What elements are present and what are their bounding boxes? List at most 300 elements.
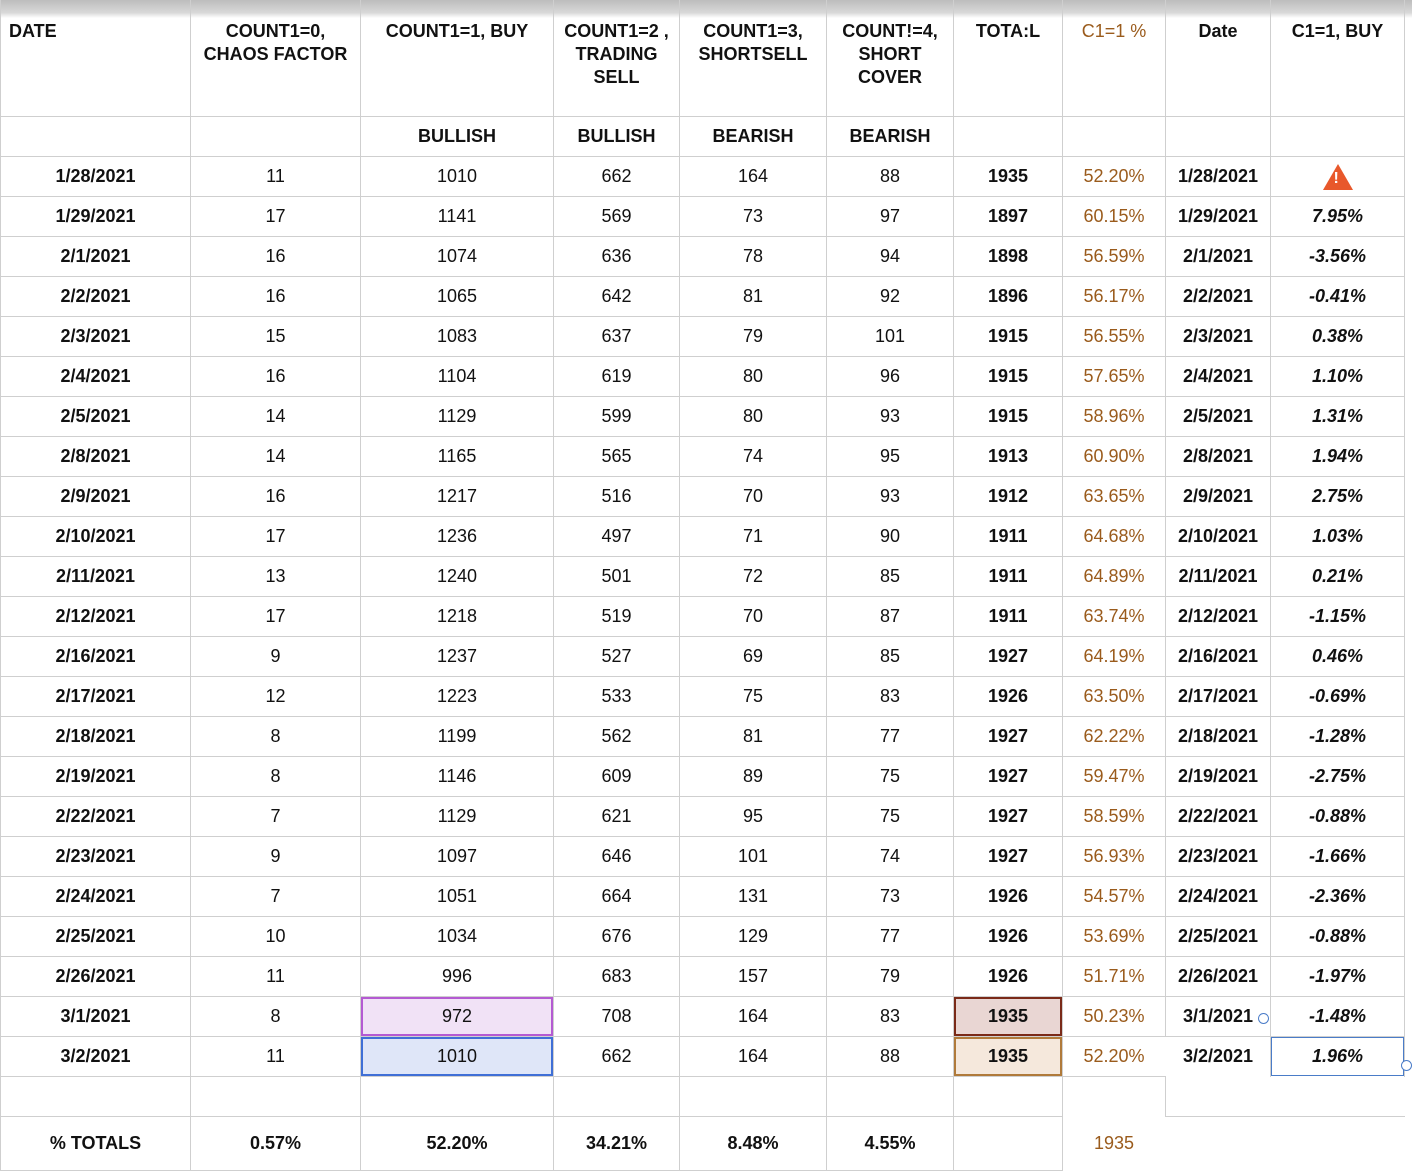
cell-count0[interactable]: 13: [191, 557, 361, 597]
subheader-count1[interactable]: BULLISH: [361, 117, 554, 157]
cell-change[interactable]: -0.41%: [1271, 277, 1405, 317]
cell-count1[interactable]: 1051: [361, 877, 554, 917]
cell-pct[interactable]: 56.55%: [1063, 317, 1166, 357]
cell-total[interactable]: 1927: [954, 637, 1063, 677]
header-count4[interactable]: COUNT!=4, SHORT COVER: [827, 0, 954, 117]
totals-c2[interactable]: 34.21%: [554, 1117, 680, 1171]
cell-count4[interactable]: 92: [827, 277, 954, 317]
cell-change[interactable]: 1.10%: [1271, 357, 1405, 397]
subheader-empty[interactable]: [1271, 117, 1405, 157]
totals-c4[interactable]: 4.55%: [827, 1117, 954, 1171]
cell-pct[interactable]: 59.47%: [1063, 757, 1166, 797]
cell-count4[interactable]: 77: [827, 917, 954, 957]
subheader-row: [1, 117, 1405, 157]
cell-count4[interactable]: 87: [827, 597, 954, 637]
header-count1[interactable]: COUNT1=1, BUY: [361, 0, 554, 117]
cell-count2[interactable]: 662: [554, 157, 680, 197]
table-row: [1, 557, 1405, 597]
cell-count1[interactable]: 1237: [361, 637, 554, 677]
cell-date[interactable]: 2/11/2021: [1, 557, 191, 597]
cell-change[interactable]: [1271, 157, 1405, 197]
cell-date2[interactable]: 2/9/2021: [1166, 477, 1271, 517]
cell-count2[interactable]: 519: [554, 597, 680, 637]
table-row: [1, 717, 1405, 757]
subheader-count3[interactable]: BEARISH: [680, 117, 827, 157]
cell-change[interactable]: 0.38%: [1271, 317, 1405, 357]
empty-cell[interactable]: [1063, 1077, 1166, 1117]
empty-cell[interactable]: [827, 1077, 954, 1117]
table-row: [1, 317, 1405, 357]
cell-count1[interactable]: 1146: [361, 757, 554, 797]
cell-date2[interactable]: 2/3/2021: [1166, 317, 1271, 357]
cell-count4[interactable]: 97: [827, 197, 954, 237]
cell-count1[interactable]: 1010: [361, 1037, 554, 1077]
totals-c3[interactable]: 8.48%: [680, 1117, 827, 1171]
cell-count0[interactable]: 16: [191, 237, 361, 277]
cell-count3[interactable]: 164: [680, 997, 827, 1037]
cell-count4[interactable]: 88: [827, 1037, 954, 1077]
cell-count4[interactable]: 95: [827, 437, 954, 477]
cell-total[interactable]: 1913: [954, 437, 1063, 477]
empty-cell[interactable]: [1, 1077, 191, 1117]
cell-count4[interactable]: 75: [827, 757, 954, 797]
header-date[interactable]: DATE: [1, 0, 191, 117]
cell-change[interactable]: 1.94%: [1271, 437, 1405, 477]
cell-date2[interactable]: 3/1/2021: [1166, 997, 1271, 1037]
cell-date[interactable]: 2/16/2021: [1, 637, 191, 677]
table-row: [1, 797, 1405, 837]
totals-c1[interactable]: 52.20%: [361, 1117, 554, 1171]
cell-total[interactable]: 1927: [954, 837, 1063, 877]
cell-count1[interactable]: 1104: [361, 357, 554, 397]
cell-count1[interactable]: 1083: [361, 317, 554, 357]
cell-count3[interactable]: 70: [680, 597, 827, 637]
cell-count2[interactable]: 646: [554, 837, 680, 877]
cell-count3[interactable]: 129: [680, 917, 827, 957]
selection-handle-bottom-right[interactable]: [1401, 1060, 1412, 1071]
cell-count1[interactable]: 1223: [361, 677, 554, 717]
empty-cell[interactable]: [680, 1077, 827, 1117]
cell-count0[interactable]: 8: [191, 997, 361, 1037]
subheader-count2[interactable]: BULLISH: [554, 117, 680, 157]
subheader-count4[interactable]: BEARISH: [827, 117, 954, 157]
cell-count3[interactable]: 74: [680, 437, 827, 477]
table-row: [1, 197, 1405, 237]
cell-change[interactable]: -1.97%: [1271, 957, 1405, 997]
cell-count2[interactable]: 609: [554, 757, 680, 797]
table-row: [1, 677, 1405, 717]
subheader-empty[interactable]: [191, 117, 361, 157]
empty-cell[interactable]: [1166, 1077, 1271, 1117]
cell-count0[interactable]: 11: [191, 957, 361, 997]
cell-count2[interactable]: 527: [554, 637, 680, 677]
cell-pct[interactable]: 53.69%: [1063, 917, 1166, 957]
cell-pct[interactable]: 52.20%: [1063, 1037, 1166, 1077]
cell-count1[interactable]: 1217: [361, 477, 554, 517]
cell-count3[interactable]: 80: [680, 357, 827, 397]
cell-pct[interactable]: 51.71%: [1063, 957, 1166, 997]
cell-date[interactable]: 2/9/2021: [1, 477, 191, 517]
cell-total[interactable]: 1915: [954, 397, 1063, 437]
cell-change[interactable]: -2.36%: [1271, 877, 1405, 917]
cell-date2[interactable]: 2/5/2021: [1166, 397, 1271, 437]
cell-date[interactable]: 2/10/2021: [1, 517, 191, 557]
cell-date[interactable]: 2/24/2021: [1, 877, 191, 917]
cell-count0[interactable]: 8: [191, 757, 361, 797]
cell-count3[interactable]: 101: [680, 837, 827, 877]
cell-count1[interactable]: 1010: [361, 157, 554, 197]
cell-change[interactable]: -3.56%: [1271, 237, 1405, 277]
cell-count4[interactable]: 85: [827, 637, 954, 677]
cell-pct[interactable]: 50.23%: [1063, 997, 1166, 1037]
cell-change[interactable]: 0.21%: [1271, 557, 1405, 597]
table-row: [1, 637, 1405, 677]
cell-count2[interactable]: 642: [554, 277, 680, 317]
table-row: [1, 477, 1405, 517]
cell-count0[interactable]: 16: [191, 477, 361, 517]
cell-total[interactable]: 1911: [954, 597, 1063, 637]
cell-date[interactable]: 1/28/2021: [1, 157, 191, 197]
cell-pct[interactable]: 62.22%: [1063, 717, 1166, 757]
cell-count4[interactable]: 96: [827, 357, 954, 397]
cell-count4[interactable]: 73: [827, 877, 954, 917]
cell-pct[interactable]: 64.19%: [1063, 637, 1166, 677]
totals-c0[interactable]: 0.57%: [191, 1117, 361, 1171]
cell-count4[interactable]: 101: [827, 317, 954, 357]
cell-count3[interactable]: 70: [680, 477, 827, 517]
cell-date2[interactable]: 2/18/2021: [1166, 717, 1271, 757]
cell-count1[interactable]: 1218: [361, 597, 554, 637]
cell-date[interactable]: 2/12/2021: [1, 597, 191, 637]
cell-change[interactable]: 2.75%: [1271, 477, 1405, 517]
cell-count0[interactable]: 17: [191, 197, 361, 237]
cell-count3[interactable]: 157: [680, 957, 827, 997]
cell-pct[interactable]: 63.65%: [1063, 477, 1166, 517]
table-row: [1, 957, 1405, 997]
cell-count3[interactable]: 79: [680, 317, 827, 357]
subheader-empty[interactable]: [1063, 117, 1166, 157]
header-pct[interactable]: C1=1 %: [1063, 0, 1166, 117]
cell-count2[interactable]: 533: [554, 677, 680, 717]
cell-pct[interactable]: 52.20%: [1063, 157, 1166, 197]
cell-count2[interactable]: 497: [554, 517, 680, 557]
cell-count4[interactable]: 93: [827, 477, 954, 517]
table-row: [1, 517, 1405, 557]
cell-count1[interactable]: 1240: [361, 557, 554, 597]
cell-count0[interactable]: 7: [191, 797, 361, 837]
cell-count3[interactable]: 81: [680, 277, 827, 317]
cell-pct[interactable]: 58.59%: [1063, 797, 1166, 837]
cell-total[interactable]: 1898: [954, 237, 1063, 277]
cell-pct[interactable]: 58.96%: [1063, 397, 1166, 437]
cell-count3[interactable]: 95: [680, 797, 827, 837]
cell-date[interactable]: 2/25/2021: [1, 917, 191, 957]
empty-cell[interactable]: [191, 1077, 361, 1117]
cell-date[interactable]: 2/5/2021: [1, 397, 191, 437]
cell-date[interactable]: 2/19/2021: [1, 757, 191, 797]
cell-date2[interactable]: 2/12/2021: [1166, 597, 1271, 637]
table-row: [1, 597, 1405, 637]
table-row: [1, 837, 1405, 877]
header-count3[interactable]: COUNT1=3, SHORTSELL: [680, 0, 827, 117]
blank-row: [1, 1077, 1405, 1117]
cell-count1[interactable]: 996: [361, 957, 554, 997]
cell-count4[interactable]: 83: [827, 677, 954, 717]
cell-count3[interactable]: 73: [680, 197, 827, 237]
cell-count3[interactable]: 72: [680, 557, 827, 597]
cell-count0[interactable]: 16: [191, 277, 361, 317]
cell-count0[interactable]: 15: [191, 317, 361, 357]
cell-pct[interactable]: 60.90%: [1063, 437, 1166, 477]
cell-count2[interactable]: 664: [554, 877, 680, 917]
cell-count4[interactable]: 79: [827, 957, 954, 997]
table-row: [1, 757, 1405, 797]
cell-total[interactable]: 1897: [954, 197, 1063, 237]
cell-pct[interactable]: 56.59%: [1063, 237, 1166, 277]
cell-count2[interactable]: 619: [554, 357, 680, 397]
totals-row: [1, 1117, 1405, 1171]
cell-count1[interactable]: 1199: [361, 717, 554, 757]
cell-count2[interactable]: 676: [554, 917, 680, 957]
cell-count1[interactable]: 1065: [361, 277, 554, 317]
header-count0[interactable]: COUNT1=0, CHAOS FACTOR: [191, 0, 361, 117]
table-row: [1, 397, 1405, 437]
cell-total[interactable]: 1926: [954, 957, 1063, 997]
cell-date2[interactable]: 3/2/2021: [1166, 1037, 1271, 1077]
cell-date[interactable]: 2/8/2021: [1, 437, 191, 477]
cell-count1[interactable]: 1034: [361, 917, 554, 957]
cell-total[interactable]: 1926: [954, 877, 1063, 917]
cell-change[interactable]: -2.75%: [1271, 757, 1405, 797]
cell-count2[interactable]: 683: [554, 957, 680, 997]
cell-date[interactable]: 2/22/2021: [1, 797, 191, 837]
cell-date2[interactable]: 2/8/2021: [1166, 437, 1271, 477]
table-row: [1, 917, 1405, 957]
table-row: [1, 357, 1405, 397]
cell-change[interactable]: -1.15%: [1271, 597, 1405, 637]
cell-count0[interactable]: 16: [191, 357, 361, 397]
cell-date2[interactable]: 2/17/2021: [1166, 677, 1271, 717]
empty-cell[interactable]: [954, 1077, 1063, 1117]
empty-cell[interactable]: [554, 1077, 680, 1117]
cell-pct[interactable]: 64.89%: [1063, 557, 1166, 597]
cell-count4[interactable]: 94: [827, 237, 954, 277]
cell-count4[interactable]: 83: [827, 997, 954, 1037]
cell-count1[interactable]: 1129: [361, 397, 554, 437]
cell-count3[interactable]: 71: [680, 517, 827, 557]
cell-count4[interactable]: 88: [827, 157, 954, 197]
cell-total[interactable]: 1926: [954, 917, 1063, 957]
cell-pct[interactable]: 56.93%: [1063, 837, 1166, 877]
cell-count4[interactable]: 74: [827, 837, 954, 877]
cell-change[interactable]: 1.31%: [1271, 397, 1405, 437]
empty-cell[interactable]: [1166, 1117, 1271, 1171]
cell-change[interactable]: -0.88%: [1271, 917, 1405, 957]
cell-count3[interactable]: 78: [680, 237, 827, 277]
warning-icon-glyph: !: [1333, 169, 1339, 187]
cell-date2[interactable]: 2/1/2021: [1166, 237, 1271, 277]
cell-count1[interactable]: 1236: [361, 517, 554, 557]
cell-pct[interactable]: 60.15%: [1063, 197, 1166, 237]
cell-date2[interactable]: 2/4/2021: [1166, 357, 1271, 397]
cell-date2[interactable]: 1/28/2021: [1166, 157, 1271, 197]
warning-icon[interactable]: [1323, 164, 1353, 190]
cell-count0[interactable]: 7: [191, 877, 361, 917]
cell-total[interactable]: 1915: [954, 357, 1063, 397]
cell-count1[interactable]: 972: [361, 997, 554, 1037]
cell-count2[interactable]: 599: [554, 397, 680, 437]
cell-count4[interactable]: 93: [827, 397, 954, 437]
cell-date[interactable]: 2/2/2021: [1, 277, 191, 317]
cell-count3[interactable]: 164: [680, 1037, 827, 1077]
cell-date2[interactable]: 1/29/2021: [1166, 197, 1271, 237]
cell-total[interactable]: 1912: [954, 477, 1063, 517]
cell-date2[interactable]: 2/10/2021: [1166, 517, 1271, 557]
cell-pct[interactable]: 63.50%: [1063, 677, 1166, 717]
cell-count1[interactable]: 1129: [361, 797, 554, 837]
cell-total[interactable]: 1927: [954, 797, 1063, 837]
cell-date2[interactable]: 2/2/2021: [1166, 277, 1271, 317]
cell-date[interactable]: 2/4/2021: [1, 357, 191, 397]
cell-total[interactable]: 1935: [954, 157, 1063, 197]
cell-change[interactable]: 1.03%: [1271, 517, 1405, 557]
totals-pct[interactable]: 1935: [1093, 1133, 1135, 1153]
cell-change[interactable]: 7.95%: [1271, 197, 1405, 237]
cell-date[interactable]: 2/1/2021: [1, 237, 191, 277]
totals-label[interactable]: % TOTALS: [1, 1117, 191, 1171]
cell-total[interactable]: 1927: [954, 717, 1063, 757]
table-row: [1, 277, 1405, 317]
cell-date[interactable]: 2/23/2021: [1, 837, 191, 877]
cell-total[interactable]: 1915: [954, 317, 1063, 357]
cell-date2[interactable]: 2/24/2021: [1166, 877, 1271, 917]
cell-count3[interactable]: 164: [680, 157, 827, 197]
cell-date[interactable]: 2/17/2021: [1, 677, 191, 717]
header-count2[interactable]: COUNT1=2 , TRADING SELL: [554, 0, 680, 117]
cell-date[interactable]: 3/2/2021: [1, 1037, 191, 1077]
cell-count0[interactable]: 11: [191, 1037, 361, 1077]
cell-count2[interactable]: 636: [554, 237, 680, 277]
cell-total[interactable]: 1911: [954, 557, 1063, 597]
cell-count3[interactable]: 80: [680, 397, 827, 437]
cell-date2[interactable]: 2/26/2021: [1166, 957, 1271, 997]
cell-count2[interactable]: 708: [554, 997, 680, 1037]
cell-count2[interactable]: 565: [554, 437, 680, 477]
cell-change[interactable]: 0.46%: [1271, 637, 1405, 677]
cell-total[interactable]: 1935: [954, 997, 1063, 1037]
header-change[interactable]: C1=1, BUY: [1271, 0, 1405, 117]
cell-pct[interactable]: 57.65%: [1063, 357, 1166, 397]
cell-count2[interactable]: 621: [554, 797, 680, 837]
cell-count0[interactable]: 11: [191, 157, 361, 197]
cell-total[interactable]: 1896: [954, 277, 1063, 317]
subheader-empty[interactable]: [954, 117, 1063, 157]
cell-date[interactable]: 3/1/2021: [1, 997, 191, 1037]
table-row: [1, 1037, 1405, 1077]
table-row: [1, 237, 1405, 277]
cell-pct[interactable]: 54.57%: [1063, 877, 1166, 917]
cell-date2[interactable]: 2/25/2021: [1166, 917, 1271, 957]
cell-count0[interactable]: 17: [191, 517, 361, 557]
cell-date[interactable]: 2/26/2021: [1, 957, 191, 997]
cell-count2[interactable]: 516: [554, 477, 680, 517]
cell-date[interactable]: 2/3/2021: [1, 317, 191, 357]
cell-date[interactable]: 1/29/2021: [1, 197, 191, 237]
cell-count2[interactable]: 562: [554, 717, 680, 757]
table-row: [1, 877, 1405, 917]
table-row: [1, 157, 1405, 197]
cell-count4[interactable]: 77: [827, 717, 954, 757]
header-total[interactable]: TOTA:L: [954, 0, 1063, 117]
cell-pct[interactable]: 64.68%: [1063, 517, 1166, 557]
cell-total[interactable]: 1935: [954, 1037, 1063, 1077]
cell-count1[interactable]: 1141: [361, 197, 554, 237]
cell-count0[interactable]: 17: [191, 597, 361, 637]
cell-count3[interactable]: 69: [680, 637, 827, 677]
cell-count2[interactable]: 569: [554, 197, 680, 237]
cell-count1[interactable]: 1165: [361, 437, 554, 477]
selection-handle-top-left[interactable]: [1258, 1013, 1269, 1024]
cell-count2[interactable]: 662: [554, 1037, 680, 1077]
cell-count3[interactable]: 89: [680, 757, 827, 797]
header-row: [1, 0, 1405, 117]
cell-total[interactable]: 1927: [954, 757, 1063, 797]
cell-pct[interactable]: 63.74%: [1063, 597, 1166, 637]
cell-count0[interactable]: 14: [191, 437, 361, 477]
cell-pct[interactable]: 56.17%: [1063, 277, 1166, 317]
cell-count0[interactable]: 9: [191, 837, 361, 877]
cell-count0[interactable]: 10: [191, 917, 361, 957]
cell-date2[interactable]: 2/19/2021: [1166, 757, 1271, 797]
cell-count0[interactable]: 12: [191, 677, 361, 717]
cell-count0[interactable]: 8: [191, 717, 361, 757]
empty-cell[interactable]: [1271, 1117, 1405, 1171]
cell-change[interactable]: -0.69%: [1271, 677, 1405, 717]
cell-count4[interactable]: 85: [827, 557, 954, 597]
cell-total[interactable]: 1911: [954, 517, 1063, 557]
table-row: [1, 437, 1405, 477]
cell-count0[interactable]: 14: [191, 397, 361, 437]
cell-change[interactable]: -1.28%: [1271, 717, 1405, 757]
cell-date2[interactable]: 2/23/2021: [1166, 837, 1271, 877]
cell-count2[interactable]: 501: [554, 557, 680, 597]
cell-total[interactable]: 1926: [954, 677, 1063, 717]
cell-date2[interactable]: 2/11/2021: [1166, 557, 1271, 597]
cell-change[interactable]: -1.66%: [1271, 837, 1405, 877]
cell-count4[interactable]: 75: [827, 797, 954, 837]
cell-change[interactable]: 1.96%: [1271, 1037, 1405, 1077]
cell-count0[interactable]: 9: [191, 637, 361, 677]
totals-total[interactable]: [954, 1117, 1063, 1171]
cell-count3[interactable]: 131: [680, 877, 827, 917]
cell-change[interactable]: -0.88%: [1271, 797, 1405, 837]
subheader-empty[interactable]: [1166, 117, 1271, 157]
cell-change[interactable]: -1.48%: [1271, 997, 1405, 1037]
cell-date2[interactable]: 2/22/2021: [1166, 797, 1271, 837]
cell-count4[interactable]: 90: [827, 517, 954, 557]
cell-count3[interactable]: 81: [680, 717, 827, 757]
header-date2[interactable]: Date: [1166, 0, 1271, 117]
empty-cell[interactable]: [361, 1077, 554, 1117]
subheader-empty[interactable]: [1, 117, 191, 157]
cell-date2[interactable]: 2/16/2021: [1166, 637, 1271, 677]
cell-count3[interactable]: 75: [680, 677, 827, 717]
cell-count1[interactable]: 1074: [361, 237, 554, 277]
cell-count1[interactable]: 1097: [361, 837, 554, 877]
empty-cell[interactable]: [1271, 1077, 1405, 1117]
cell-count2[interactable]: 637: [554, 317, 680, 357]
cell-date[interactable]: 2/18/2021: [1, 717, 191, 757]
